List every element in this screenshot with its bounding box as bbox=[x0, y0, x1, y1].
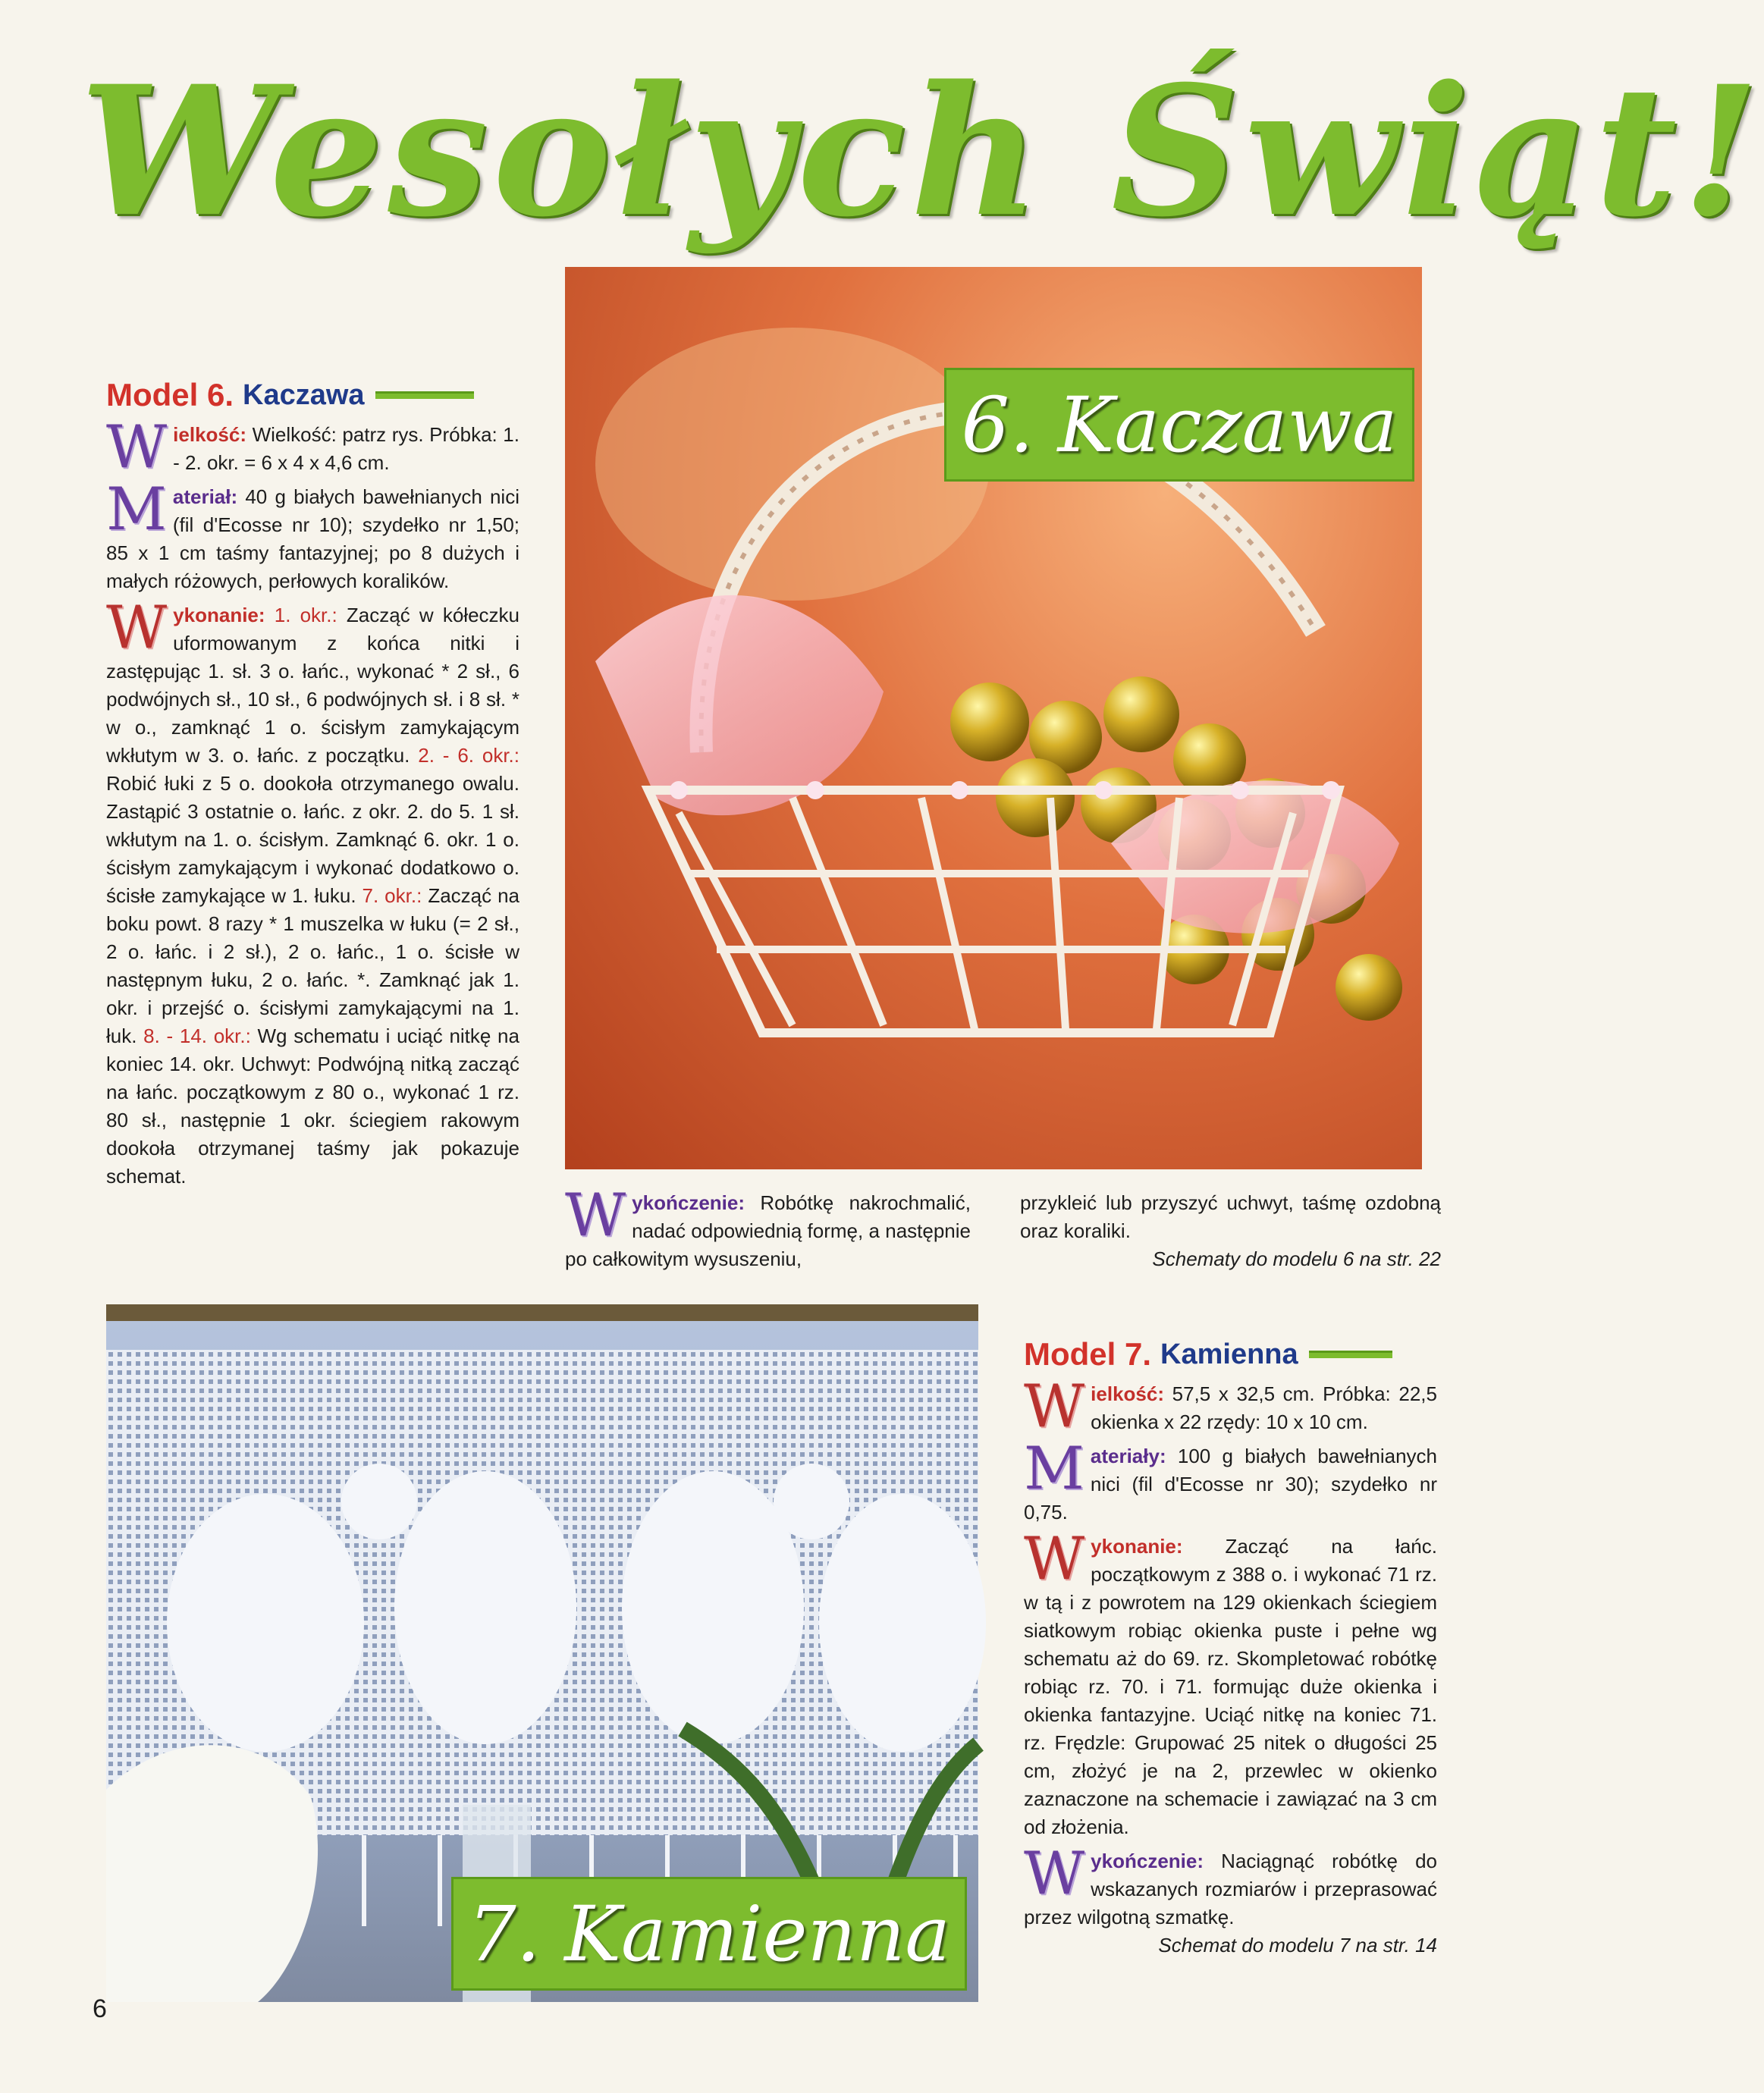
material-label: ateriał: bbox=[172, 485, 238, 508]
drop-cap: M bbox=[1024, 1435, 1084, 1503]
model7-column bbox=[1024, 1335, 1437, 1960]
drop-cap: W bbox=[1024, 1373, 1085, 1441]
model7-name: Kamienna bbox=[1160, 1338, 1298, 1370]
heading-rule bbox=[375, 391, 474, 399]
round-label: 2. - 6. okr.: bbox=[418, 744, 519, 767]
model7-work bbox=[1024, 1525, 1437, 1841]
finish-text: Robótkę nakrochmalić, nadać odpowiednią formę, a następnie po całkowitym wysuszeniu, bbox=[565, 1191, 971, 1270]
drop-cap: M bbox=[106, 475, 167, 544]
model6-material bbox=[106, 475, 519, 595]
model7-number: Model 7. bbox=[1024, 1336, 1152, 1372]
work-text: Zacząć na łańc. początkowym z 388 o. i wykonać 71 rz. w tą i z powrotem na 129 okienkach ściegiem siatkowym robiąc okienka puste i pełne wg schematu aż do 69. rz. Skompletować robótkę robiąc rz. 70. i 71. formując duże okienka i okienka fantazyjne. Uciąć nitkę na koniec 71. rz. Frędzle: Grupować 25 nitek o długości 25 cm, złożyć je na 2, przewlec w okienko zaznaczone na schemacie i zawiązać na 3 cm od złożenia. bbox=[1024, 1535, 1437, 1838]
work-text: Wg schematu i uciąć nitkę na koniec 14. okr. Uchwyt: Podwójną nitką zacząć na łańc. początkowym z 80 o., wykonać 1 rz. 80 sł., następnie 1 okr. ściegiem rakowym dookoła otrzymanej taśmy jak pokazuje schemat. bbox=[106, 1025, 519, 1188]
size-label: ielkość: bbox=[173, 423, 246, 446]
model7-finish bbox=[1024, 1840, 1437, 1931]
model7-material bbox=[1024, 1435, 1437, 1527]
finish-text-cont: przykleić lub przyszyć uchwyt, taśmę ozdobną oraz koraliki. bbox=[1020, 1191, 1441, 1242]
drop-cap: W bbox=[1024, 1840, 1085, 1908]
size-label: ielkość: bbox=[1091, 1382, 1164, 1405]
work-text: Robić łuki z 5 o. dookoła otrzymanego owalu. Zastąpić 3 ostatnie o. łańc. z okr. 2. do 5. 1 sł. wkłutym na 1. o. ścisłym. Zamknąć 6. okr. 1 o. ścisłym zamykającym i wykonać dodatkowo o. ścisłe zamykające w 1. łuku. bbox=[106, 772, 519, 907]
material-label: ateriały: bbox=[1090, 1445, 1166, 1467]
drop-cap: W bbox=[1024, 1525, 1085, 1593]
finish-label: ykończenie: bbox=[1091, 1850, 1204, 1872]
material-text: 40 g białych bawełnianych nici (fil d'Ecosse nr 10); szydełko nr 1,50; 85 x 1 cm taśmy fantazyjnej; po 8 dużych i małych różowych, perłowych koralików. bbox=[106, 485, 519, 592]
work-text: Zacząć w kółeczku uformowanym z końca nitki i zastępując 1. sł. 3 o. łańc., wykonać * 2 sł., 6 podwójnych sł., 10 sł., 6 podwójnych sł. i 8 sł. * w o., zamknąć 1 o. ścisłym zamykającym wkłutym w 3. o. łańc. z początku. bbox=[106, 604, 520, 767]
model6-finish-right bbox=[1020, 1189, 1441, 1273]
round-label: 1. okr.: bbox=[274, 604, 337, 626]
model7-photo-label: 7. Kamienna bbox=[451, 1877, 967, 1991]
model6-finish-left bbox=[565, 1181, 971, 1273]
finish-label: ykończenie: bbox=[632, 1191, 745, 1214]
work-label: ykonanie: bbox=[1091, 1535, 1183, 1558]
page-title: Wesołych Świąt! bbox=[80, 47, 1764, 256]
model7-heading bbox=[1024, 1335, 1437, 1374]
model6-photo-label: 6. Kaczawa bbox=[944, 368, 1414, 482]
model6-work bbox=[106, 594, 520, 1191]
round-label: 7. okr.: bbox=[362, 884, 422, 907]
material-text: 100 g białych bawełnianych nici (fil d'Ecosse nr 30); szydełko nr 0,75. bbox=[1024, 1445, 1437, 1523]
model7-size bbox=[1024, 1373, 1437, 1441]
size-text: 57,5 x 32,5 cm. Próbka: 22,5 okienka x 22 rzędy: 10 x 10 cm. bbox=[1091, 1382, 1437, 1433]
size-text: Wielkość: patrz rys. Próbka: 1. - 2. okr. = 6 x 4 x 4,6 cm. bbox=[173, 423, 519, 474]
work-text: Zacząć na boku powt. 8 razy * 1 muszelka w łuku (= 2 sł., 2 o. łańc. i 2 sł.), 2 o. łańc., 1 o. ścisłe w następnym łuku, 2 o. łańc. *. Zamknąć jak 1. okr. i przejść o. ścisłymi zamykającymi na 1. łuk. bbox=[106, 884, 520, 1047]
model6-heading bbox=[106, 375, 519, 415]
drop-cap: W bbox=[106, 413, 168, 482]
page-number: 6 bbox=[93, 1994, 107, 2023]
work-label: ykonanie: bbox=[173, 604, 265, 626]
finish-text: Naciągnąć robótkę do wskazanych rozmiarów i przeprasować przez wilgotną szmatkę. bbox=[1024, 1850, 1437, 1928]
model6-schema-ref: Schematy do modelu 6 na str. 22 bbox=[1152, 1247, 1441, 1270]
model6-size bbox=[106, 413, 519, 482]
model6-column bbox=[106, 375, 519, 1191]
heading-rule bbox=[1309, 1351, 1392, 1358]
model6-name: Kaczawa bbox=[243, 379, 365, 411]
drop-cap: W bbox=[106, 594, 168, 662]
model6-number: Model 6. bbox=[106, 377, 234, 413]
drop-cap: W bbox=[565, 1181, 626, 1250]
round-label: 8. - 14. okr.: bbox=[143, 1025, 251, 1047]
model7-schema-ref: Schemat do modelu 7 na str. 14 bbox=[1158, 1934, 1437, 1956]
